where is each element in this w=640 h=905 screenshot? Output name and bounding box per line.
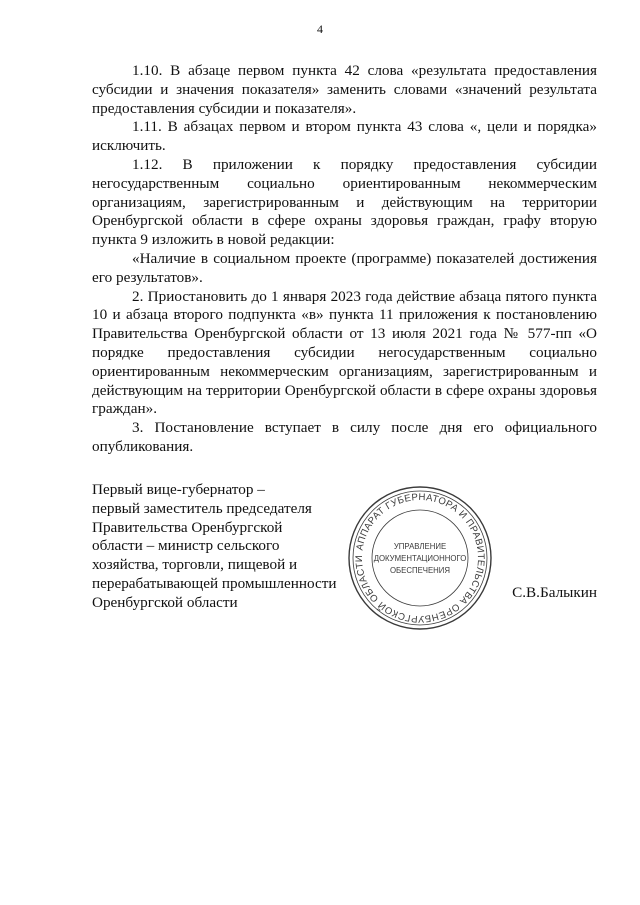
paragraph-1-12: 1.12. В приложении к порядку предоставления субсидии негосударственным социально ориентированным некоммерческим организациям, зарегистрированным и действующим на территории Оренбургской области в сфере охраны здоровья граждан, графу вторую пункта 9 изложить в новой редакции: [92,155,597,249]
signatory-title-line: Оренбургской области [92,593,238,611]
document-body [92,62,597,457]
paragraph-2: 2. Приостановить до 1 января 2023 года действие абзаца пятого пункта 10 и абзаца второго подпункта «в» пункта 11 приложения к постановлению Правительства Оренбургской области от 13 июля 2021 года № 577-пп «О порядке предоставления субсидии негосударственным социально ориентированным некоммерческим организациям, зарегистрированным и действующим на территории Оренбургской области в сфере охраны здоровья граждан». [92,287,597,418]
official-stamp [345,483,495,633]
signatory-title-line: хозяйства, торговли, пищевой и [92,556,298,574]
signatory-title-line: перерабатывающей промышленности [92,574,337,592]
signer-name: С.В.Балыкин [512,584,597,601]
paragraph-1-10: 1.10. В абзаце первом пункта 42 слова «результата предоставления субсидии и значения показателя» заменить словами «значений результата предоставления субсидии и показателя». [92,62,597,117]
signatory-title-line: области – министр сельского [92,537,280,555]
stamp-outer-text: АППАРАТ ГУБЕРНАТОРА И ПРАВИТЕЛЬСТВА ОРЕНБУРГСКОЙ ОБЛАСТИ [353,491,487,625]
signatory-title-line: Правительства Оренбургской [92,518,283,536]
signatory-title-line: Первый вице-губернатор – [92,481,265,498]
stamp-inner-line: ОБЕСПЕЧЕНИЯ [389,566,451,575]
stamp-inner-line: УПРАВЛЕНИЕ [393,542,447,551]
paragraph-1-11: 1.11. В абзацах первом и втором пункта 43 слова «, цели и порядка» исключить. [92,118,597,155]
page-number: 4 [317,22,323,36]
paragraph-3: 3. Постановление вступает в силу после дня его официального опубликования. [92,419,597,455]
quoted-new-wording: «Наличие в социальном проекте (программе) показателей достижения его результатов». [92,249,597,286]
signatory-title-line: первый заместитель председателя [92,499,312,517]
signatory-title [92,481,352,613]
stamp-inner-line: ДОКУМЕНТАЦИОННОГО [373,554,467,563]
